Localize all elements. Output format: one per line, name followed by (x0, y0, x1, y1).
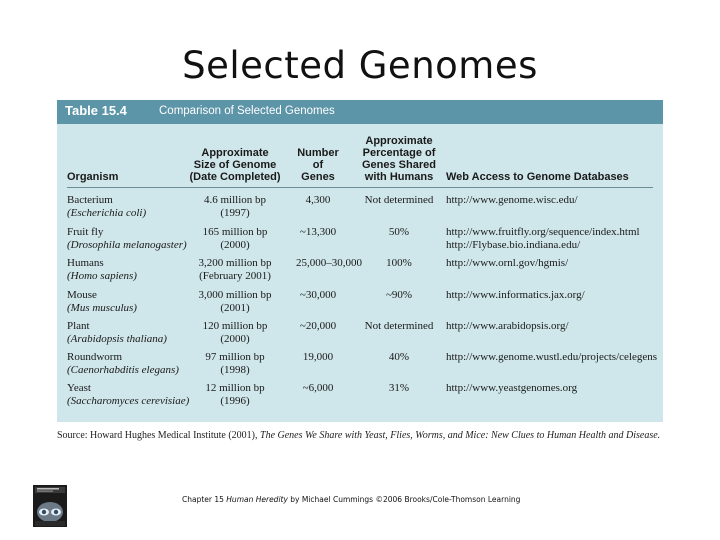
organism-scientific-name: (Homo sapiens) (67, 270, 137, 282)
table-row-organism (67, 226, 187, 252)
table-row-size (175, 257, 295, 283)
web-access-cell (446, 382, 577, 395)
table-row-size (175, 194, 295, 220)
column-header-genes-line: Number (297, 147, 339, 159)
shared-percentage: 40% (388, 351, 410, 363)
table-header-bar (57, 100, 663, 124)
source-title: The Genes We Share with Yeast, Flies, Worms, and Mice: New Clues to Human Health and Disease. (260, 430, 661, 441)
database-url[interactable]: http://www.informatics.jax.org/ (446, 289, 585, 301)
organism-scientific-name: (Drosophila melanogaster) (67, 239, 187, 251)
organism-common-name: Roundworm (67, 351, 122, 363)
table-row-size (175, 320, 295, 346)
organism-scientific-name: (Escherichia coli) (67, 207, 147, 219)
web-access-cell (446, 257, 568, 270)
organism-common-name: Humans (67, 257, 104, 269)
slide-title: Selected Genomes (182, 44, 538, 87)
genome-size: 165 million bp (202, 226, 268, 238)
web-access-cell (446, 289, 585, 302)
column-header-shared-line: Genes Shared (362, 159, 436, 171)
table-row-size (175, 289, 295, 315)
genome-size: 97 million bp (205, 351, 265, 363)
date-completed: (2001) (220, 302, 250, 314)
table-row-organism (67, 382, 189, 408)
genome-comparison-table (57, 100, 663, 422)
column-header-size (175, 147, 295, 183)
column-header-shared-line: Percentage of (362, 147, 436, 159)
table-row-organism (67, 320, 167, 346)
gene-count: ~30,000 (299, 289, 337, 301)
database-url[interactable]: http://www.genome.wustl.edu/projects/celegens (446, 351, 657, 363)
gene-count: ~13,300 (299, 226, 337, 238)
database-url[interactable]: http://Flybase.bio.indiana.edu/ (446, 239, 581, 251)
column-header-shared-line: with Humans (364, 171, 434, 183)
table-row-organism (67, 194, 146, 220)
footer-suffix: by Michael Cummings ©2006 Brooks/Cole-Thomson Learning (287, 495, 521, 504)
table-row-organism (67, 289, 137, 315)
web-access-cell (446, 351, 657, 364)
web-access-cell (446, 226, 640, 252)
organism-common-name: Mouse (67, 289, 97, 301)
table-row-size (175, 226, 295, 252)
gene-count: 25,000–30,000 (296, 257, 362, 269)
web-access-cell (446, 194, 578, 207)
organism-common-name: Plant (67, 320, 90, 332)
shared-percentage: 50% (388, 226, 410, 238)
column-header-size-line: (Date Completed) (189, 171, 281, 183)
column-header-organism: Organism (67, 171, 119, 183)
column-header-genes-line: Genes (301, 171, 335, 183)
genome-size: 12 million bp (205, 382, 265, 394)
database-url[interactable]: http://www.ornl.gov/hgmis/ (446, 257, 569, 269)
shared-percentage: ~90% (385, 289, 413, 301)
column-header-shared-line: Approximate (365, 135, 433, 147)
slide-footer (182, 495, 520, 504)
source-prefix: Source: Howard Hughes Medical Institute (2001), (57, 430, 261, 441)
organism-scientific-name: (Caenorhabditis elegans) (67, 364, 179, 376)
organism-common-name: Fruit fly (67, 226, 104, 238)
gene-count: ~6,000 (302, 382, 334, 394)
date-completed: (2000) (220, 333, 250, 345)
gene-count: 19,000 (302, 351, 334, 363)
organism-scientific-name: (Mus musculus) (67, 302, 137, 314)
shared-percentage: 100% (386, 257, 412, 269)
gene-count: ~20,000 (299, 320, 337, 332)
table-row-size (175, 382, 295, 408)
date-completed: (2000) (220, 239, 250, 251)
genome-size: 3,200 million bp (198, 257, 272, 269)
book-cover-thumbnail (33, 485, 67, 527)
table-row-organism (67, 257, 137, 283)
column-header-web: Web Access to Genome Databases (446, 171, 629, 183)
date-completed: (1997) (220, 207, 250, 219)
column-header-size-line: Size of Genome (193, 159, 277, 171)
organism-common-name: Yeast (67, 382, 91, 394)
organism-scientific-name: (Arabidopsis thaliana) (67, 333, 167, 345)
database-url[interactable]: http://www.yeastgenomes.org (446, 382, 578, 394)
header-divider (67, 187, 653, 188)
shared-percentage: Not determined (364, 320, 434, 332)
genome-size: 120 million bp (202, 320, 268, 332)
table-row-organism (67, 351, 179, 377)
database-url[interactable]: http://www.genome.wisc.edu/ (446, 194, 578, 206)
database-url[interactable]: http://www.fruitfly.org/sequence/index.html (446, 226, 640, 238)
organism-scientific-name: (Saccharomyces cerevisiae) (67, 395, 190, 407)
shared-percentage: Not determined (364, 194, 434, 206)
date-completed: (1996) (220, 395, 250, 407)
organism-common-name: Bacterium (67, 194, 113, 206)
column-header-size-line: Approximate (201, 147, 269, 159)
database-url[interactable]: http://www.arabidopsis.org/ (446, 320, 569, 332)
table-caption: Comparison of Selected Genomes (159, 105, 335, 117)
table-row-size (175, 351, 295, 377)
genome-size: 4.6 million bp (203, 194, 267, 206)
column-header-genes-line: of (312, 159, 324, 171)
date-completed: (February 2001) (199, 270, 271, 282)
footer-book-title: Human Heredity (226, 495, 288, 504)
column-header-shared (349, 135, 449, 183)
shared-percentage: 31% (388, 382, 410, 394)
footer-prefix: Chapter 15 (182, 495, 227, 504)
web-access-cell (446, 320, 569, 333)
genome-size: 3,000 million bp (198, 289, 272, 301)
date-completed: (1998) (220, 364, 250, 376)
table-number: Table 15.4 (65, 103, 127, 118)
table-source-note (57, 430, 667, 441)
gene-count: 4,300 (305, 194, 331, 206)
column-header-genes (289, 147, 347, 183)
